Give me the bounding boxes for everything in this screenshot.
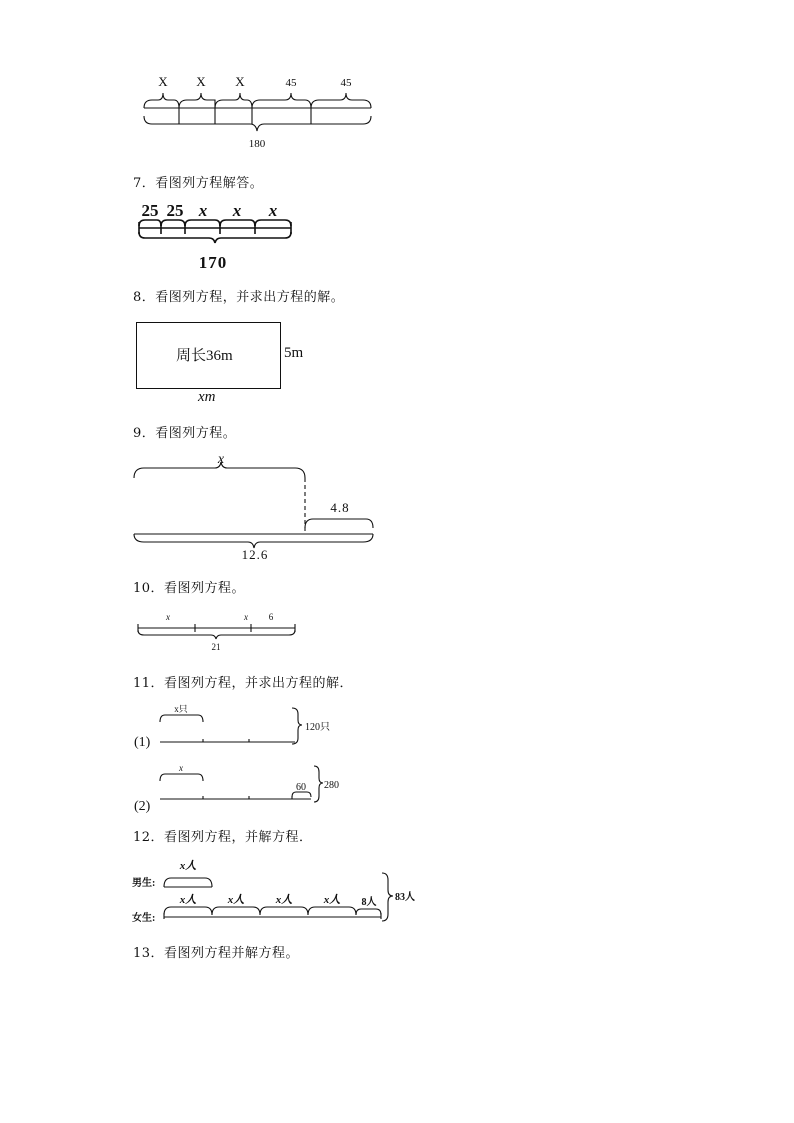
seg-label: x [166, 612, 170, 622]
total-label: 120只 [305, 722, 330, 733]
question-11-title: 11．看图列方程，并求出方程的解． [133, 676, 354, 691]
side-length-label: 5m [284, 345, 304, 361]
girls-seg-label: x人 [275, 894, 293, 906]
seg-label: 25 [166, 201, 184, 220]
question-9-title: 9．看图列方程。 [133, 426, 237, 441]
figure-q11 [132, 700, 352, 815]
girls-seg-label: x人 [227, 894, 245, 906]
top-label: x [217, 452, 225, 467]
part-number: (1) [134, 735, 151, 750]
question-8-title: 8．看图列方程，并求出方程的解。 [133, 290, 345, 305]
seg-label: X [158, 74, 168, 89]
question-7-title: 7．看图列方程解答。 [133, 176, 264, 191]
seg-label: x [268, 201, 278, 220]
seg-label: x [244, 612, 248, 622]
part-label: 4.8 [330, 500, 350, 515]
seg-label: x只 [174, 704, 188, 714]
extra-label: 60 [296, 782, 306, 793]
bottom-length-label: xm [198, 389, 216, 405]
boys-label: 男生: [132, 878, 156, 889]
seg-label: x [198, 201, 208, 220]
total-label: 21 [211, 642, 221, 652]
boys-seg-label: x人 [179, 860, 197, 872]
total-label: 170 [198, 253, 228, 272]
seg-label: x [179, 763, 183, 773]
seg-label: 45 [285, 77, 297, 89]
total-label: 280 [324, 780, 339, 791]
seg-label: 6 [268, 612, 274, 622]
question-10-title: 10．看图列方程。 [133, 581, 246, 596]
question-13-title: 13．看图列方程并解方程。 [133, 946, 300, 961]
question-12-title: 12．看图列方程，并解方程． [133, 830, 313, 845]
seg-label: 45 [340, 77, 352, 89]
seg-label: X [235, 74, 245, 89]
girls-seg-label: x人 [323, 894, 341, 906]
girls-label: 女生: [132, 913, 156, 924]
figure-q10 [135, 608, 305, 658]
seg-label: x [232, 201, 242, 220]
girls-seg-label: x人 [179, 894, 197, 906]
total-label: 180 [248, 138, 266, 150]
part-number: (2) [134, 799, 151, 814]
figure-q6 [135, 70, 385, 155]
perimeter-label: 周长36m [176, 348, 233, 364]
extra-label: 8人 [361, 897, 377, 908]
total-label: 12.6 [241, 547, 269, 562]
seg-label: 25 [141, 201, 159, 220]
figure-q7 [135, 198, 305, 273]
figure-q9 [130, 448, 380, 563]
total-label: 83人 [395, 892, 415, 903]
figure-q12 [130, 855, 430, 930]
seg-label: X [196, 74, 206, 89]
